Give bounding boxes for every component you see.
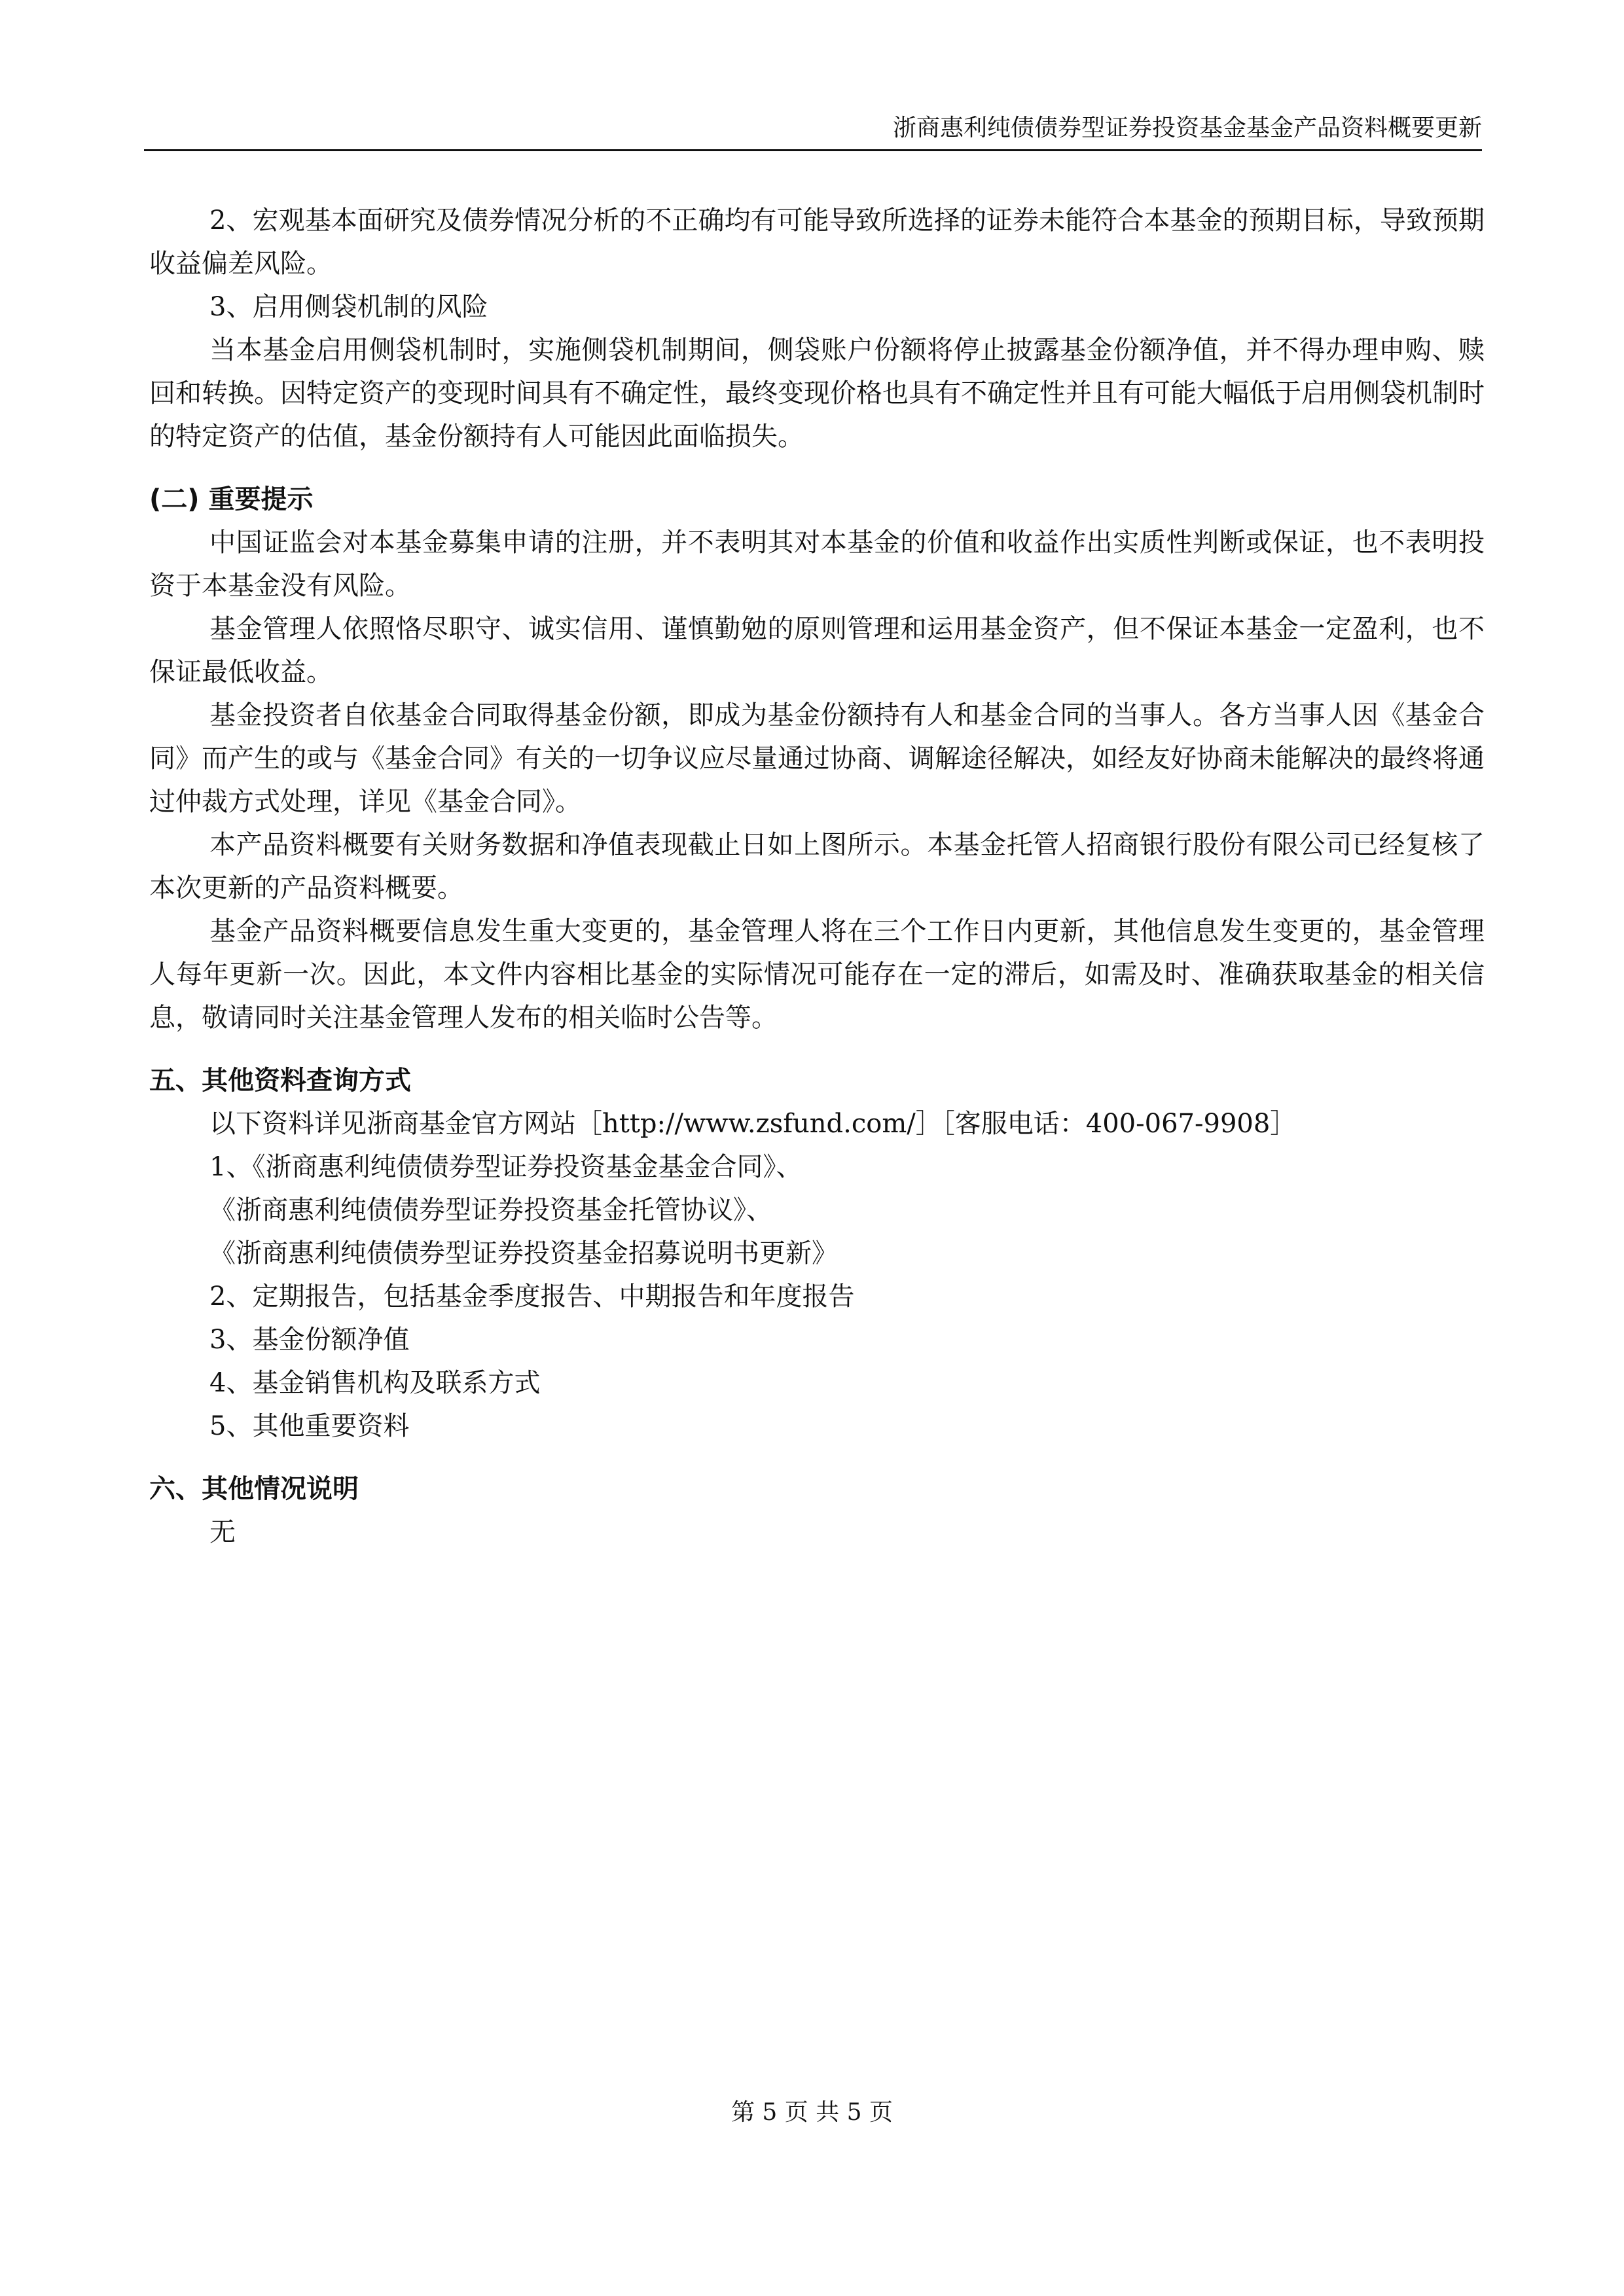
risk-item-3-title: 3、启用侧袋机制的风险 — [209, 292, 488, 322]
list-item: 2、定期报告，包括基金季度报告、中期报告和年度报告 — [209, 1282, 855, 1312]
list-item: 《浙商惠利纯债债券型证券投资基金托管协议》、 — [209, 1195, 772, 1225]
risk-item-3-body: 当本基金启用侧袋机制时，实施侧袋机制期间，侧袋账户份额将停止披露基金份额净值，并不得办理申购、赎回和转换。因特定资产的变现时间具有不确定性，最终变现价格也具有不确定性并且有可能大幅低于启用侧袋机制时的特定资产的估值，基金份额持有人可能因此面临损失。 — [149, 335, 1485, 452]
section-6-heading: 六、其他情况说明 — [149, 1474, 359, 1504]
risk-item-2: 2、宏观基本面研究及债券情况分析的不正确均有可能导致所选择的证券未能符合本基金的预期目标，导致预期收益偏差风险。 — [149, 206, 1485, 279]
list-item: 4、基金销售机构及联系方式 — [209, 1368, 541, 1398]
list-item: 3、基金份额净值 — [209, 1325, 410, 1355]
page-header — [144, 113, 1482, 151]
section-5-heading: 五、其他资料查询方式 — [149, 1066, 411, 1096]
section-5-intro: 以下资料详见浙商基金官方网站［http://www.zsfund.com/］［客服电话：400-067-9908］ — [209, 1109, 1297, 1139]
document-title: 浙商惠利纯债债券型证券投资基金基金产品资料概要更新 — [892, 115, 1482, 141]
important-notice-heading: (二) 重要提示 — [149, 484, 314, 514]
list-item: 1、《浙商惠利纯债债券型证券投资基金基金合同》、 — [209, 1152, 803, 1182]
notice-paragraph: 中国证监会对本基金募集申请的注册，并不表明其对本基金的价值和收益作出实质性判断或保证，也不表明投资于本基金没有风险。 — [149, 528, 1485, 601]
list-item: 《浙商惠利纯债债券型证券投资基金招募说明书更新》 — [209, 1238, 838, 1268]
notice-paragraph: 本产品资料概要有关财务数据和净值表现截止日如上图所示。本基金托管人招商银行股份有限公司已经复核了本次更新的产品资料概要。 — [149, 830, 1485, 903]
list-item: 5、其他重要资料 — [209, 1411, 410, 1441]
page-number: 第 5 页 共 5 页 — [731, 2099, 893, 2126]
document-body — [149, 199, 1485, 1554]
notice-paragraph: 基金产品资料概要信息发生重大变更的，基金管理人将在三个工作日内更新，其他信息发生变更的，基金管理人每年更新一次。因此，本文件内容相比基金的实际情况可能存在一定的滞后，如需及时、准确获取基金的相关信息，敬请同时关注基金管理人发布的相关临时公告等。 — [149, 916, 1485, 1033]
notice-paragraph: 基金管理人依照恪尽职守、诚实信用、谨慎勤勉的原则管理和运用基金资产，但不保证本基金一定盈利，也不保证最低收益。 — [149, 614, 1485, 687]
notice-paragraph: 基金投资者自依基金合同取得基金份额，即成为基金份额持有人和基金合同的当事人。各方当事人因《基金合同》而产生的或与《基金合同》有关的一切争议应尽量通过协商、调解途径解决，如经友好协商未能解决的最终将通过仲裁方式处理，详见《基金合同》。 — [149, 700, 1485, 817]
section-6-body: 无 — [209, 1517, 236, 1547]
